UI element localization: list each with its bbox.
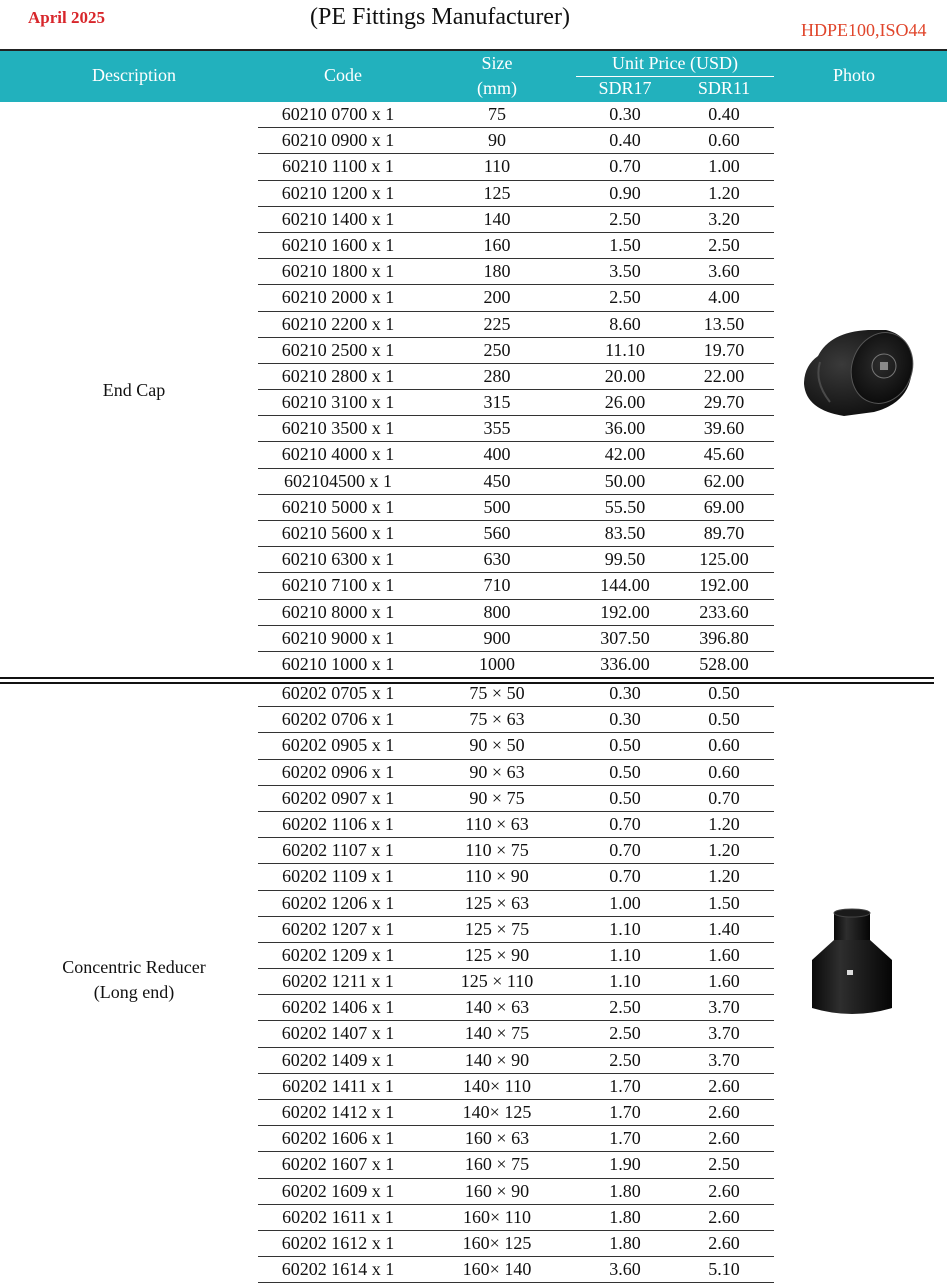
code-cell: 60210 8000 x 1 bbox=[281, 601, 395, 622]
table-row bbox=[258, 626, 774, 652]
column-header-description: Description bbox=[92, 65, 176, 85]
code-cell: 60202 0705 x 1 bbox=[281, 683, 395, 703]
table-row bbox=[258, 1152, 774, 1178]
code-cell: 60202 1109 x 1 bbox=[282, 866, 394, 887]
size-cell: 160 bbox=[483, 234, 511, 255]
table-row bbox=[258, 181, 774, 207]
reducer-description bbox=[0, 955, 268, 1005]
sdr11-price-cell: 1.00 bbox=[708, 156, 740, 177]
code-cell: 60210 1600 x 1 bbox=[281, 234, 395, 255]
sdr17-price-cell: 0.50 bbox=[609, 787, 641, 808]
sdr17-price-cell: 1.50 bbox=[609, 234, 641, 255]
code-cell: 60210 9000 x 1 bbox=[281, 627, 395, 648]
size-cell: 110 × 63 bbox=[465, 813, 529, 834]
size-cell: 75 × 63 bbox=[469, 709, 525, 730]
code-cell: 60202 1211 x 1 bbox=[282, 971, 394, 992]
size-cell: 75 bbox=[488, 104, 506, 124]
table-row bbox=[258, 573, 774, 599]
size-cell: 160× 110 bbox=[463, 1206, 531, 1227]
sdr17-price-cell: 20.00 bbox=[604, 365, 646, 386]
sdr11-price-cell: 22.00 bbox=[703, 365, 745, 386]
table-row bbox=[258, 1231, 774, 1257]
sdr17-price-cell: 0.30 bbox=[609, 709, 641, 730]
sdr17-price-cell: 99.50 bbox=[604, 549, 646, 570]
table-row bbox=[258, 600, 774, 626]
sdr17-price-cell: 1.70 bbox=[609, 1102, 641, 1122]
column-header-sdr11: SDR11 bbox=[697, 78, 751, 98]
code-cell: 60202 1209 x 1 bbox=[281, 944, 395, 965]
header-divider bbox=[576, 76, 774, 77]
code-cell: 60210 4000 x 1 bbox=[281, 444, 395, 465]
sdr17-price-cell: 307.50 bbox=[600, 627, 650, 648]
size-cell: 125 × 90 bbox=[464, 944, 530, 965]
sdr17-price-cell: 1.70 bbox=[609, 1075, 641, 1096]
standard-label: HDPE100,ISO44 bbox=[801, 20, 927, 40]
sdr11-price-cell: 29.70 bbox=[703, 392, 745, 413]
code-cell: 60210 5000 x 1 bbox=[281, 496, 395, 517]
table-row bbox=[258, 1074, 774, 1100]
sdr11-price-cell: 192.00 bbox=[699, 575, 749, 596]
sdr11-price-cell: 0.60 bbox=[708, 761, 740, 782]
sdr17-price-cell: 8.60 bbox=[609, 313, 641, 334]
end-cap-description: End Cap bbox=[102, 380, 166, 400]
sdr17-price-cell: 0.70 bbox=[609, 866, 641, 887]
sdr17-price-cell: 0.30 bbox=[609, 104, 641, 124]
code-cell: 60210 2500 x 1 bbox=[281, 339, 395, 360]
size-cell: 125 × 75 bbox=[464, 918, 530, 939]
size-cell: 90 × 75 bbox=[469, 787, 525, 808]
table-row bbox=[258, 128, 774, 154]
sdr11-price-cell: 2.60 bbox=[708, 1180, 740, 1201]
sdr17-price-cell: 0.70 bbox=[609, 156, 641, 177]
size-cell: 110 × 90 bbox=[465, 866, 529, 887]
size-cell: 315 bbox=[483, 392, 511, 413]
table-row bbox=[258, 442, 774, 468]
sdr17-price-cell: 192.00 bbox=[600, 601, 650, 622]
table-row bbox=[258, 943, 774, 969]
table-row bbox=[258, 864, 774, 890]
sdr11-price-cell: 3.70 bbox=[708, 1049, 740, 1070]
table-row bbox=[258, 652, 774, 678]
code-cell: 60210 3100 x 1 bbox=[281, 392, 395, 413]
table-row bbox=[258, 733, 774, 759]
table-row bbox=[258, 233, 774, 259]
size-cell: 250 bbox=[483, 339, 511, 360]
sdr11-price-cell: 5.10 bbox=[708, 1259, 740, 1280]
sdr17-price-cell: 0.40 bbox=[609, 130, 641, 151]
code-cell: 60202 1207 x 1 bbox=[281, 918, 395, 939]
sdr11-price-cell: 3.70 bbox=[708, 997, 740, 1018]
table-row bbox=[258, 917, 774, 943]
table-row bbox=[258, 338, 774, 364]
size-cell: 140 × 75 bbox=[464, 1023, 530, 1044]
sdr17-price-cell: 36.00 bbox=[604, 418, 646, 439]
table-row bbox=[258, 364, 774, 390]
sdr11-price-cell: 1.20 bbox=[708, 813, 740, 834]
sdr17-price-cell: 1.10 bbox=[609, 971, 641, 992]
size-cell: 900 bbox=[483, 627, 511, 648]
code-cell: 60202 1411 x 1 bbox=[282, 1075, 394, 1096]
table-row bbox=[258, 259, 774, 285]
table-row bbox=[258, 207, 774, 233]
sdr11-price-cell: 2.50 bbox=[708, 234, 740, 255]
code-cell: 60202 1607 x 1 bbox=[281, 1154, 395, 1175]
code-cell: 60210 2000 x 1 bbox=[281, 287, 395, 308]
sdr17-price-cell: 1.80 bbox=[609, 1232, 641, 1253]
table-row bbox=[258, 760, 774, 786]
table-row bbox=[258, 838, 774, 864]
sdr17-price-cell: 1.00 bbox=[609, 892, 641, 913]
sdr11-price-cell: 89.70 bbox=[703, 523, 745, 543]
sdr17-price-cell: 2.50 bbox=[609, 287, 641, 308]
reducer-photo bbox=[806, 908, 898, 1025]
table-row bbox=[258, 707, 774, 733]
code-cell: 60202 1107 x 1 bbox=[282, 840, 394, 861]
table-row bbox=[258, 995, 774, 1021]
size-cell: 125 bbox=[483, 182, 511, 203]
size-cell: 140× 110 bbox=[463, 1075, 531, 1096]
sdr11-price-cell: 1.50 bbox=[708, 892, 740, 913]
table-row bbox=[258, 812, 774, 838]
table-row bbox=[258, 1126, 774, 1152]
code-cell: 60202 1609 x 1 bbox=[281, 1180, 395, 1201]
size-cell: 160 × 75 bbox=[464, 1154, 530, 1175]
size-cell: 160× 125 bbox=[462, 1232, 532, 1253]
sdr11-price-cell: 2.60 bbox=[708, 1075, 740, 1096]
table-row bbox=[258, 102, 774, 128]
code-cell: 60210 0900 x 1 bbox=[281, 130, 395, 151]
code-cell: 60210 1200 x 1 bbox=[281, 182, 395, 203]
column-header-sdr17: SDR17 bbox=[598, 78, 652, 98]
sdr17-price-cell: 1.90 bbox=[609, 1154, 641, 1175]
table-row bbox=[258, 547, 774, 573]
sdr17-price-cell: 2.50 bbox=[609, 997, 641, 1018]
code-cell: 60202 1206 x 1 bbox=[281, 892, 395, 913]
date-label: April 2025 bbox=[28, 8, 105, 27]
size-cell: 800 bbox=[483, 601, 511, 622]
sdr17-price-cell: 2.50 bbox=[609, 1023, 641, 1044]
page-title: (PE Fittings Manufacturer) bbox=[310, 4, 570, 30]
sdr17-price-cell: 1.80 bbox=[609, 1206, 641, 1227]
reducer-label-line1: Concentric Reducer bbox=[62, 957, 206, 977]
table-row bbox=[258, 1021, 774, 1047]
sdr11-price-cell: 2.60 bbox=[708, 1128, 740, 1149]
sdr11-price-cell: 45.60 bbox=[703, 444, 745, 465]
sdr17-price-cell: 3.50 bbox=[609, 261, 641, 282]
size-cell: 160 × 63 bbox=[464, 1128, 530, 1149]
code-cell: 60202 1407 x 1 bbox=[281, 1023, 395, 1044]
table-row bbox=[258, 1257, 774, 1283]
sdr11-price-cell: 0.50 bbox=[708, 709, 740, 730]
sdr17-price-cell: 50.00 bbox=[604, 470, 646, 491]
code-cell: 60210 5600 x 1 bbox=[281, 523, 395, 543]
size-cell: 160 × 90 bbox=[464, 1180, 530, 1201]
size-cell: 450 bbox=[483, 470, 511, 491]
code-cell: 60210 3500 x 1 bbox=[281, 418, 395, 439]
code-cell: 602104500 x 1 bbox=[284, 470, 392, 491]
table-row bbox=[258, 891, 774, 917]
sdr11-price-cell: 0.60 bbox=[708, 735, 740, 756]
reducer-rows bbox=[258, 681, 774, 1283]
sdr11-price-cell: 528.00 bbox=[699, 653, 749, 674]
sdr11-price-cell: 62.00 bbox=[703, 470, 745, 491]
table-row bbox=[258, 285, 774, 311]
code-cell: 60202 0905 x 1 bbox=[281, 735, 395, 756]
reducer-label-line2: (Long end) bbox=[93, 982, 175, 1002]
code-cell: 60202 1606 x 1 bbox=[281, 1128, 395, 1149]
size-cell: 90 bbox=[488, 130, 506, 151]
code-cell: 60210 6300 x 1 bbox=[281, 549, 395, 570]
size-cell: 140 bbox=[483, 208, 511, 229]
sdr11-price-cell: 0.70 bbox=[708, 787, 740, 808]
sdr17-price-cell: 55.50 bbox=[604, 496, 646, 517]
size-cell: 75 × 50 bbox=[469, 683, 525, 703]
sdr17-price-cell: 1.10 bbox=[609, 918, 641, 939]
sdr17-price-cell: 0.90 bbox=[609, 182, 641, 203]
code-cell: 60210 2800 x 1 bbox=[281, 365, 395, 386]
sdr11-price-cell: 3.20 bbox=[708, 208, 740, 229]
sdr17-price-cell: 0.30 bbox=[609, 683, 641, 703]
sdr11-price-cell: 39.60 bbox=[703, 418, 745, 439]
size-cell: 110 bbox=[483, 156, 511, 177]
size-cell: 140 × 63 bbox=[464, 997, 530, 1018]
sdr17-price-cell: 0.50 bbox=[609, 761, 641, 782]
sdr11-price-cell: 125.00 bbox=[699, 549, 749, 570]
size-cell: 140 × 90 bbox=[464, 1049, 530, 1070]
code-cell: 60202 1412 x 1 bbox=[281, 1102, 395, 1122]
table-row bbox=[258, 495, 774, 521]
size-cell: 125 × 63 bbox=[464, 892, 530, 913]
size-cell: 560 bbox=[483, 523, 511, 543]
sdr17-price-cell: 1.80 bbox=[609, 1180, 641, 1201]
size-cell: 180 bbox=[483, 261, 511, 282]
sdr17-price-cell: 2.50 bbox=[609, 208, 641, 229]
size-cell: 125 × 110 bbox=[460, 971, 534, 992]
code-cell: 60210 1400 x 1 bbox=[281, 208, 395, 229]
code-cell: 60210 1800 x 1 bbox=[281, 261, 395, 282]
sdr11-price-cell: 233.60 bbox=[699, 601, 749, 622]
size-cell: 710 bbox=[483, 575, 511, 596]
sdr11-price-cell: 3.70 bbox=[708, 1023, 740, 1044]
column-header-size-unit: (mm) bbox=[477, 78, 517, 98]
sdr11-price-cell: 2.60 bbox=[708, 1102, 740, 1122]
sdr17-price-cell: 1.10 bbox=[609, 944, 641, 965]
sdr17-price-cell: 0.50 bbox=[609, 735, 641, 756]
code-cell: 60210 2200 x 1 bbox=[281, 313, 395, 334]
size-cell: 630 bbox=[483, 549, 511, 570]
size-cell: 500 bbox=[483, 496, 511, 517]
sdr11-price-cell: 1.20 bbox=[708, 866, 740, 887]
sdr17-price-cell: 3.60 bbox=[609, 1259, 641, 1280]
table-row bbox=[258, 681, 774, 707]
sdr11-price-cell: 0.60 bbox=[708, 130, 740, 151]
table-row bbox=[258, 969, 774, 995]
table-row bbox=[258, 416, 774, 442]
sdr11-price-cell: 3.60 bbox=[708, 261, 740, 282]
code-cell: 60202 0906 x 1 bbox=[281, 761, 395, 782]
code-cell: 60202 1612 x 1 bbox=[281, 1232, 395, 1253]
sdr17-price-cell: 1.70 bbox=[609, 1128, 641, 1149]
sdr11-price-cell: 1.60 bbox=[708, 971, 740, 992]
sdr11-price-cell: 1.20 bbox=[708, 840, 740, 861]
sdr11-price-cell: 2.50 bbox=[708, 1154, 740, 1175]
table-row bbox=[258, 469, 774, 495]
end-cap-photo bbox=[800, 326, 922, 423]
sdr11-price-cell: 0.50 bbox=[708, 683, 740, 703]
sdr11-price-cell: 69.00 bbox=[703, 496, 745, 517]
end-cap-rows bbox=[258, 102, 774, 678]
sdr11-price-cell: 1.20 bbox=[708, 182, 740, 203]
sdr11-price-cell: 0.40 bbox=[708, 104, 740, 124]
table-header bbox=[0, 49, 947, 102]
table-row bbox=[258, 312, 774, 338]
column-header-size: Size bbox=[481, 53, 513, 73]
column-header-code: Code bbox=[324, 65, 362, 85]
size-cell: 355 bbox=[483, 418, 511, 439]
sdr11-price-cell: 13.50 bbox=[703, 313, 745, 334]
size-cell: 140× 125 bbox=[462, 1102, 532, 1122]
size-cell: 1000 bbox=[479, 653, 515, 674]
code-cell: 60202 0907 x 1 bbox=[281, 787, 395, 808]
size-cell: 400 bbox=[483, 444, 511, 465]
code-cell: 60202 1106 x 1 bbox=[282, 813, 394, 834]
code-cell: 60202 1409 x 1 bbox=[281, 1049, 395, 1070]
code-cell: 60202 1614 x 1 bbox=[281, 1259, 395, 1280]
size-cell: 90 × 50 bbox=[469, 735, 525, 756]
sdr17-price-cell: 144.00 bbox=[600, 575, 650, 596]
table-row bbox=[258, 521, 774, 547]
sdr11-price-cell: 2.60 bbox=[708, 1232, 740, 1253]
table-row bbox=[258, 786, 774, 812]
sdr11-price-cell: 1.40 bbox=[708, 918, 740, 939]
sdr11-price-cell: 1.60 bbox=[708, 944, 740, 965]
code-cell: 60210 1100 x 1 bbox=[282, 156, 394, 177]
size-cell: 225 bbox=[483, 313, 511, 334]
sdr11-price-cell: 2.60 bbox=[708, 1206, 740, 1227]
code-cell: 60210 0700 x 1 bbox=[281, 104, 395, 124]
sdr11-price-cell: 19.70 bbox=[703, 339, 745, 360]
size-cell: 280 bbox=[483, 365, 511, 386]
code-cell: 60202 1611 x 1 bbox=[282, 1206, 394, 1227]
table-row bbox=[258, 1100, 774, 1126]
sdr17-price-cell: 42.00 bbox=[604, 444, 646, 465]
size-cell: 90 × 63 bbox=[469, 761, 525, 782]
table-row bbox=[258, 1048, 774, 1074]
sdr11-price-cell: 396.80 bbox=[699, 627, 749, 648]
sdr17-price-cell: 2.50 bbox=[609, 1049, 641, 1070]
table-row bbox=[258, 1179, 774, 1205]
column-header-unit-price: Unit Price (USD) bbox=[612, 53, 738, 73]
column-header-photo: Photo bbox=[832, 65, 875, 85]
size-cell: 160× 140 bbox=[462, 1259, 532, 1280]
sdr17-price-cell: 11.10 bbox=[605, 339, 645, 360]
table-row bbox=[258, 390, 774, 416]
table-row bbox=[258, 154, 774, 180]
table-row bbox=[258, 1205, 774, 1231]
sdr17-price-cell: 0.70 bbox=[609, 840, 641, 861]
code-cell: 60210 7100 x 1 bbox=[281, 575, 395, 596]
sdr17-price-cell: 336.00 bbox=[600, 653, 650, 674]
sdr17-price-cell: 26.00 bbox=[604, 392, 646, 413]
sdr17-price-cell: 83.50 bbox=[604, 523, 646, 543]
code-cell: 60202 1406 x 1 bbox=[281, 997, 395, 1018]
code-cell: 60210 1000 x 1 bbox=[281, 653, 395, 674]
code-cell: 60202 0706 x 1 bbox=[281, 709, 395, 730]
size-cell: 110 × 75 bbox=[465, 840, 529, 861]
sdr17-price-cell: 0.70 bbox=[609, 813, 641, 834]
size-cell: 200 bbox=[483, 287, 511, 308]
sdr11-price-cell: 4.00 bbox=[708, 287, 740, 308]
